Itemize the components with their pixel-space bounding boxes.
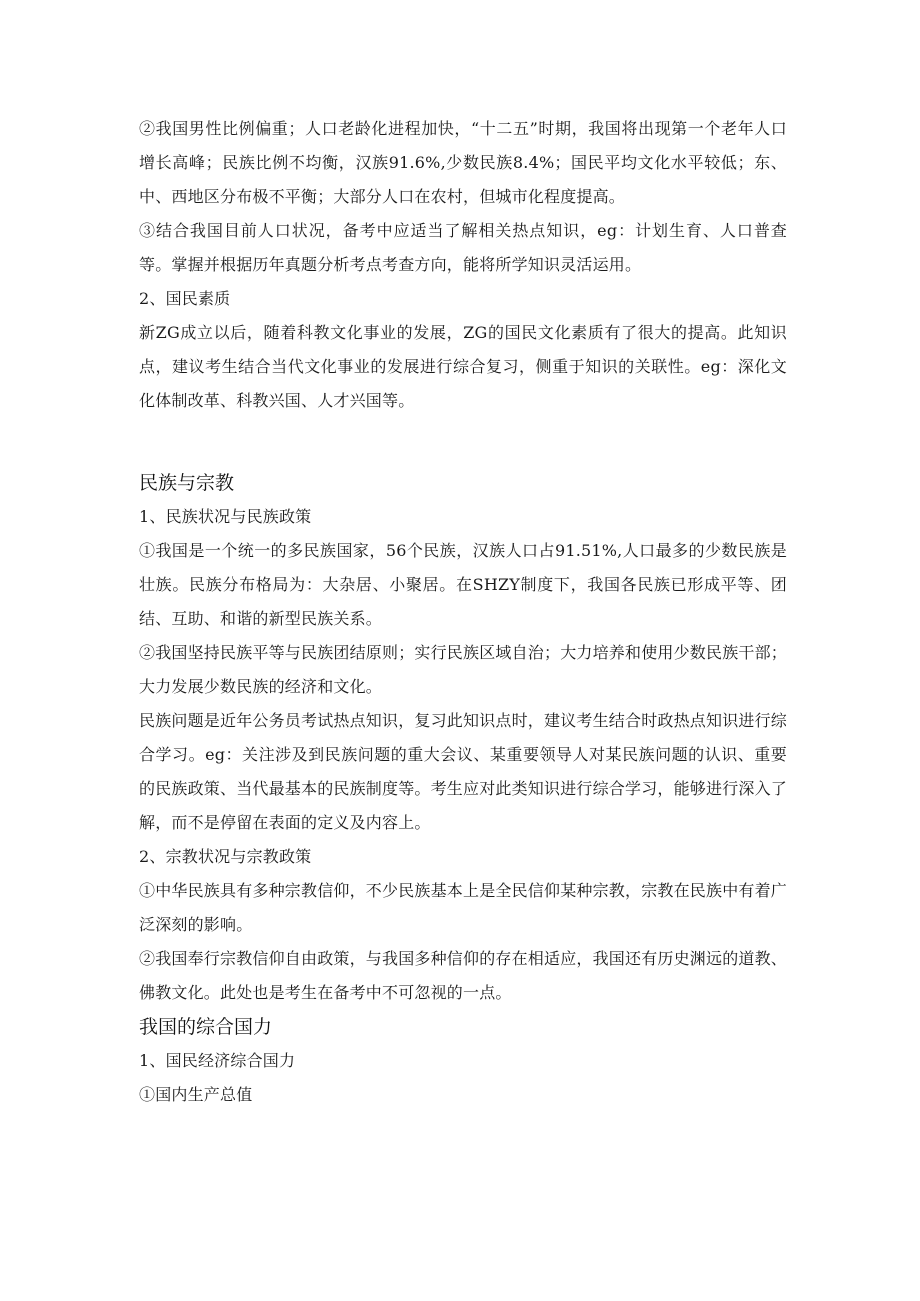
paragraph-exam-advice: ③结合我国目前人口状况，备考中应适当了解相关热点知识，eg：计划生育、人口普查等。掌握并根据历年真题分析考点考查方向，能将所学知识灵活运用。 xyxy=(139,221,787,274)
paragraph-gdp: ①国内生产总值 xyxy=(139,1085,253,1104)
paragraph-ethnic-exam-advice: 民族问题是近年公务员考试热点知识，复习此知识点时，建议考生结合时政热点知识进行综合学习。eg：关注涉及到民族问题的重大会议、某重要领导人对某民族问题的认识、重要的民族政策、当代最基本的民族制度等。考生应对此类知识进行综合学习，能够进行深入了解，而不是停留在表面的定义及内容上。 xyxy=(139,711,788,832)
subheading-economic-power: 1、国民经济综合国力 xyxy=(139,1051,296,1070)
paragraph-gender-ratio: ②我国男性比例偏重；人口老龄化进程加快，“十二五”时期，我国将出现第一个老年人口增长高峰；民族比例不均衡，汉族91.6%,少数民族8.4%；国民平均文化水平较低；东、中、西地区分布极不平衡；大部分人口在农村，但城市化程度提高。 xyxy=(139,119,787,206)
subheading-ethnic-policy: 1、民族状况与民族政策 xyxy=(139,507,312,526)
paragraph-ethnic-status: ①我国是一个统一的多民族国家，56个民族，汉族人口占91.51%,人口最多的少数民族是壮族。民族分布格局为：大杂居、小聚居。在SHZY制度下，我国各民族已形成平等、团结、互助、和谐的新型民族关系。 xyxy=(139,541,787,628)
section-spacer xyxy=(139,418,787,466)
heading-ethnicity-religion: 民族与宗教 xyxy=(139,472,235,494)
document-body xyxy=(139,112,787,1112)
subheading-religion-policy: 2、宗教状况与宗教政策 xyxy=(139,847,312,866)
heading-national-power: 我国的综合国力 xyxy=(139,1016,273,1038)
subheading-national-quality: 2、国民素质 xyxy=(139,289,231,308)
paragraph-religion-policy: ②我国奉行宗教信仰自由政策，与我国多种信仰的存在相适应，我国还有历史渊远的道教、佛教文化。此处也是考生在备考中不可忽视的一点。 xyxy=(139,949,788,1002)
paragraph-national-quality: 新ZG成立以后，随着科教文化事业的发展，ZG的国民文化素质有了很大的提高。此知识点，建议考生结合当代文化事业的发展进行综合复习，侧重于知识的关联性。eg：深化文化体制改革、科教兴国、人才兴国等。 xyxy=(139,323,787,410)
paragraph-ethnic-principles: ②我国坚持民族平等与民族团结原则；实行民族区域自治；大力培养和使用少数民族干部；大力发展少数民族的经济和文化。 xyxy=(139,643,788,696)
paragraph-religion-status: ①中华民族具有多种宗教信仰，不少民族基本上是全民信仰某种宗教，宗教在民族中有着广泛深刻的影响。 xyxy=(139,881,788,934)
